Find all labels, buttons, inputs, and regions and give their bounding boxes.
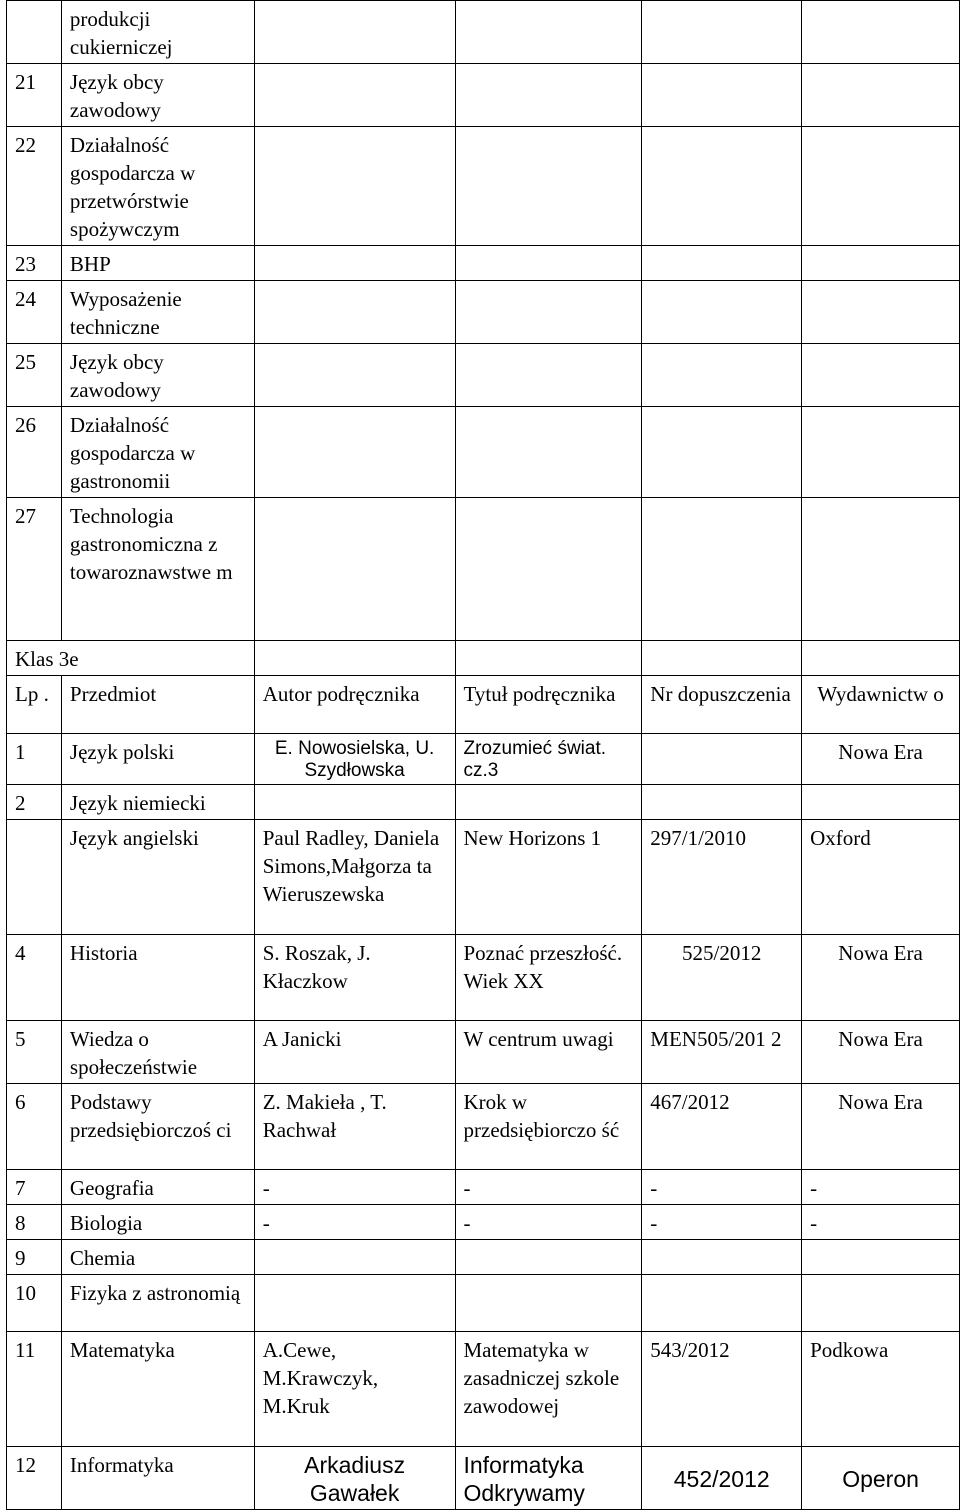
- author-cell: Arkadiusz Gawałek: [254, 1447, 455, 1510]
- publisher-cell: [802, 1275, 960, 1332]
- class-title: Klas 3e: [7, 641, 255, 676]
- title-cell: Krok w przedsiębiorczo ść: [455, 1084, 642, 1170]
- lp-cell: 5: [7, 1021, 62, 1084]
- subject-cell: Działalność gospodarcza w przetwórstwie spożywczym: [61, 127, 254, 246]
- lp-cell: 2: [7, 785, 62, 820]
- subject-cell: Język niemiecki: [61, 785, 254, 820]
- lp-cell: 10: [7, 1275, 62, 1332]
- title-cell: W centrum uwagi: [455, 1021, 642, 1084]
- author-cell: A Janicki: [254, 1021, 455, 1084]
- title-cell: New Horizons 1: [455, 820, 642, 935]
- subject-cell: Biologia: [61, 1205, 254, 1240]
- title-cell: -: [455, 1205, 642, 1240]
- subject-cell: Fizyka z astronomią: [61, 1275, 254, 1332]
- author-cell: E. Nowosielska, U. Szydłowska: [254, 734, 455, 785]
- approval-cell: [642, 734, 802, 785]
- approval-cell: 525/2012: [642, 935, 802, 1021]
- table-row: [7, 127, 960, 246]
- table-row: [7, 498, 960, 641]
- subject-cell: Język angielski: [61, 820, 254, 935]
- publisher-cell: Oxford: [802, 820, 960, 935]
- table-row: [7, 407, 960, 498]
- title-cell: Poznać przeszłość. Wiek XX: [455, 935, 642, 1021]
- header-author: Autor podręcznika: [254, 676, 455, 734]
- approval-cell: -: [642, 1205, 802, 1240]
- header-subject: Przedmiot: [61, 676, 254, 734]
- title-cell: Informatyka Odkrywamy: [455, 1447, 642, 1510]
- subject-cell: produkcji cukierniczej: [61, 1, 254, 64]
- table-row: [7, 1447, 960, 1510]
- table-row: [7, 344, 960, 407]
- lp-cell: 6: [7, 1084, 62, 1170]
- lp-cell: 26: [7, 407, 62, 498]
- approval-cell: -: [642, 1170, 802, 1205]
- approval-cell: MEN505/201 2: [642, 1021, 802, 1084]
- table-row: [7, 1, 960, 64]
- author-cell: -: [254, 1170, 455, 1205]
- publisher-cell: -: [802, 1170, 960, 1205]
- subject-cell: Matematyka: [61, 1332, 254, 1447]
- lp-cell: 27: [7, 498, 62, 641]
- table-row: [7, 1205, 960, 1240]
- approval-cell: [642, 785, 802, 820]
- table-row: [7, 935, 960, 1021]
- lp-cell: 24: [7, 281, 62, 344]
- table-row: [7, 64, 960, 127]
- header-approval: Nr dopuszczenia: [642, 676, 802, 734]
- author-cell: [254, 1240, 455, 1275]
- header-lp: Lp .: [7, 676, 62, 734]
- author-cell: -: [254, 1205, 455, 1240]
- subject-cell: Geografia: [61, 1170, 254, 1205]
- header-row: [7, 676, 960, 734]
- author-cell: [254, 1275, 455, 1332]
- author-cell: S. Roszak, J. Kłaczkow: [254, 935, 455, 1021]
- subject-cell: Informatyka: [61, 1447, 254, 1510]
- publisher-cell: -: [802, 1205, 960, 1240]
- table-row: [7, 1084, 960, 1170]
- lp-cell: [7, 1, 62, 64]
- table-row: [7, 281, 960, 344]
- table-row: [7, 246, 960, 281]
- approval-cell: 452/2012: [642, 1447, 802, 1510]
- table-row: [7, 1021, 960, 1084]
- header-title: Tytuł podręcznika: [455, 676, 642, 734]
- title-cell: [455, 1240, 642, 1275]
- table-row: [7, 734, 960, 785]
- publisher-cell: [802, 785, 960, 820]
- approval-cell: [642, 1240, 802, 1275]
- subject-cell: Wyposażenie techniczne: [61, 281, 254, 344]
- subject-cell: Technologia gastronomiczna z towaroznawstwe m: [61, 498, 254, 641]
- table-row: [7, 820, 960, 935]
- title-cell: [455, 785, 642, 820]
- subject-cell: Język obcy zawodowy: [61, 344, 254, 407]
- lp-cell: 9: [7, 1240, 62, 1275]
- lp-cell: 4: [7, 935, 62, 1021]
- approval-cell: 543/2012: [642, 1332, 802, 1447]
- author-cell: Z. Makieła , T. Rachwał: [254, 1084, 455, 1170]
- table-row: [7, 1240, 960, 1275]
- publisher-cell: Podkowa: [802, 1332, 960, 1447]
- approval-cell: 297/1/2010: [642, 820, 802, 935]
- lp-cell: 22: [7, 127, 62, 246]
- title-cell: Zrozumieć świat. cz.3: [455, 734, 642, 785]
- subject-cell: Chemia: [61, 1240, 254, 1275]
- textbook-table: [6, 0, 960, 1510]
- title-cell: Matematyka w zasadniczej szkole zawodowej: [455, 1332, 642, 1447]
- lp-cell: [7, 820, 62, 935]
- publisher-cell: Operon: [802, 1447, 960, 1510]
- publisher-cell: Nowa Era: [802, 1021, 960, 1084]
- lp-cell: 12: [7, 1447, 62, 1510]
- subject-cell: Podstawy przedsiębiorczoś ci: [61, 1084, 254, 1170]
- lp-cell: 25: [7, 344, 62, 407]
- lp-cell: 21: [7, 64, 62, 127]
- author-cell: Paul Radley, Daniela Simons,Małgorza ta Wieruszewska: [254, 820, 455, 935]
- approval-cell: [642, 1275, 802, 1332]
- lp-cell: 11: [7, 1332, 62, 1447]
- publisher-cell: Nowa Era: [802, 1084, 960, 1170]
- subject-cell: Historia: [61, 935, 254, 1021]
- lp-cell: 7: [7, 1170, 62, 1205]
- subject-cell: Działalność gospodarcza w gastronomii: [61, 407, 254, 498]
- lp-cell: 23: [7, 246, 62, 281]
- table-row: [7, 785, 960, 820]
- publisher-cell: Nowa Era: [802, 935, 960, 1021]
- table-row: [7, 1332, 960, 1447]
- lp-cell: 1: [7, 734, 62, 785]
- subject-cell: Język obcy zawodowy: [61, 64, 254, 127]
- table-row: [7, 1275, 960, 1332]
- title-cell: -: [455, 1170, 642, 1205]
- lp-cell: 8: [7, 1205, 62, 1240]
- title-cell: [455, 1275, 642, 1332]
- publisher-cell: Nowa Era: [802, 734, 960, 785]
- author-cell: A.Cewe, M.Krawczyk, M.Kruk: [254, 1332, 455, 1447]
- subject-cell: Wiedza o społeczeństwie: [61, 1021, 254, 1084]
- header-publisher: Wydawnictw o: [802, 676, 960, 734]
- publisher-cell: [802, 1240, 960, 1275]
- subject-cell: Język polski: [61, 734, 254, 785]
- table-row: [7, 1170, 960, 1205]
- class-title-row: [7, 641, 960, 676]
- author-cell: [254, 785, 455, 820]
- approval-cell: 467/2012: [642, 1084, 802, 1170]
- subject-cell: BHP: [61, 246, 254, 281]
